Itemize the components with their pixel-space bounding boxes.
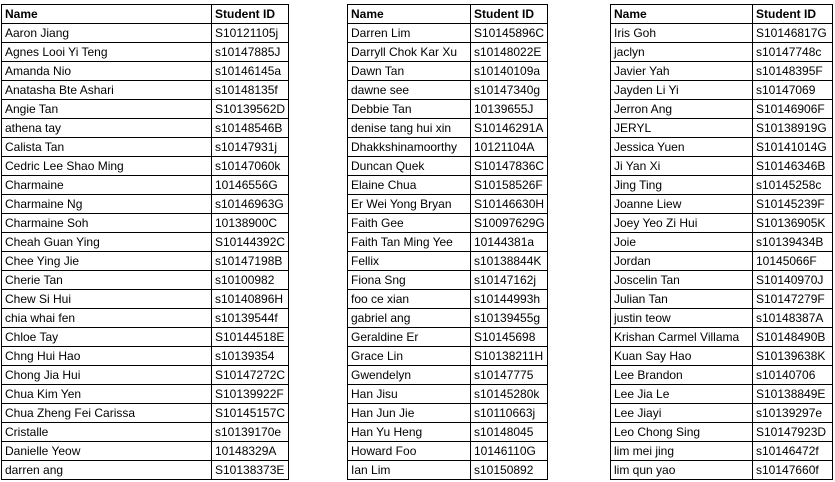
table-row	[611, 138, 833, 157]
name-cell[interactable]: Joscelin Tan	[611, 271, 753, 290]
table-row	[2, 328, 289, 347]
student-id-cell[interactable]: S10139562D	[212, 100, 289, 119]
student-id-cell[interactable]: s10148135f	[212, 81, 289, 100]
student-id-cell[interactable]: s10147660f	[753, 461, 833, 480]
name-cell[interactable]: Gwendelyn	[348, 366, 471, 385]
table-row	[348, 157, 548, 176]
student-id-cell[interactable]: s10147340g	[471, 81, 548, 100]
name-cell[interactable]: Fiona Sng	[348, 271, 471, 290]
student-id-cell[interactable]: s10147162j	[471, 271, 548, 290]
student-id-cell[interactable]: S10147836C	[471, 157, 548, 176]
name-cell[interactable]: Chee Ying Jie	[2, 252, 212, 271]
table-row	[348, 385, 548, 404]
column-header-student-id[interactable]: Student ID	[212, 5, 289, 24]
table-row	[2, 138, 289, 157]
student-id-cell[interactable]: s10139455g	[471, 309, 548, 328]
table-row	[348, 290, 548, 309]
student-id-cell[interactable]: S10145896C	[471, 24, 548, 43]
table-row	[611, 385, 833, 404]
student-id-cell[interactable]: s10147775	[471, 366, 548, 385]
name-cell[interactable]: Han Jun Jie	[348, 404, 471, 423]
name-cell[interactable]: Chng Hui Hao	[2, 347, 212, 366]
student-id-cell[interactable]: s10148022E	[471, 43, 548, 62]
student-id-cell[interactable]: S10146346B	[753, 157, 833, 176]
table-row	[611, 442, 833, 461]
student-table-2	[347, 4, 548, 480]
student-id-cell[interactable]: 10145066F	[753, 252, 833, 271]
name-cell[interactable]: Chong Jia Hui	[2, 366, 212, 385]
name-cell[interactable]: Krishan Carmel Villama	[611, 328, 753, 347]
name-cell[interactable]: Joey Yeo Zi Hui	[611, 214, 753, 233]
table-row	[348, 100, 548, 119]
student-id-cell[interactable]: s10148395F	[753, 62, 833, 81]
student-id-cell[interactable]: S10145698	[471, 328, 548, 347]
name-cell[interactable]: Darryll Chok Kar Xu	[348, 43, 471, 62]
name-cell[interactable]: Agnes Looi Yi Teng	[2, 43, 212, 62]
student-id-cell[interactable]: 10138900C	[212, 214, 289, 233]
table-row	[2, 366, 289, 385]
name-cell[interactable]: Iris Goh	[611, 24, 753, 43]
table-row	[2, 309, 289, 328]
table-row	[611, 404, 833, 423]
student-id-cell[interactable]: S10146291A	[471, 119, 548, 138]
name-cell[interactable]: Han Yu Heng	[348, 423, 471, 442]
name-cell[interactable]: Anatasha Bte Ashari	[2, 81, 212, 100]
student-id-cell[interactable]: S10147923D	[753, 423, 833, 442]
student-id-cell[interactable]: s10145280k	[471, 385, 548, 404]
name-cell[interactable]: Charmaine Soh	[2, 214, 212, 233]
name-cell[interactable]: Fellix	[348, 252, 471, 271]
table-row	[348, 195, 548, 214]
table-row	[611, 309, 833, 328]
name-cell[interactable]: Lee Jiayi	[611, 404, 753, 423]
column-header-name[interactable]: Name	[611, 5, 753, 24]
student-id-cell[interactable]: s10139297e	[753, 404, 833, 423]
name-cell[interactable]: Chua Kim Yen	[2, 385, 212, 404]
table-row	[611, 423, 833, 442]
student-id-cell[interactable]: 10144381a	[471, 233, 548, 252]
table-row	[2, 81, 289, 100]
student-id-cell[interactable]: S10144518E	[212, 328, 289, 347]
name-cell[interactable]: Lee Jia Le	[611, 385, 753, 404]
table-row	[348, 233, 548, 252]
table-row	[2, 252, 289, 271]
student-id-cell[interactable]: s10148387A	[753, 309, 833, 328]
name-cell[interactable]: Cheah Guan Ying	[2, 233, 212, 252]
name-cell[interactable]: Charmaine Ng	[2, 195, 212, 214]
name-cell[interactable]: Grace Lin	[348, 347, 471, 366]
table-row	[611, 62, 833, 81]
table-row	[348, 214, 548, 233]
header-row	[2, 5, 289, 24]
table-row	[2, 62, 289, 81]
table-row	[611, 195, 833, 214]
table-row	[348, 309, 548, 328]
table-row	[611, 252, 833, 271]
table-row	[348, 176, 548, 195]
student-id-cell[interactable]: 10139655J	[471, 100, 548, 119]
table-row	[611, 233, 833, 252]
student-id-cell[interactable]: S10158526F	[471, 176, 548, 195]
student-id-cell[interactable]: S10121105j	[212, 24, 289, 43]
name-cell[interactable]: Javier Yah	[611, 62, 753, 81]
name-cell[interactable]: Geraldine Er	[348, 328, 471, 347]
table-row	[348, 119, 548, 138]
table-row	[348, 252, 548, 271]
table-row	[348, 423, 548, 442]
name-cell[interactable]: darren ang	[2, 461, 212, 480]
table-row	[348, 138, 548, 157]
student-id-cell[interactable]: S10136905K	[753, 214, 833, 233]
name-cell[interactable]: Er Wei Yong Bryan	[348, 195, 471, 214]
name-cell[interactable]: Howard Foo	[348, 442, 471, 461]
student-id-cell[interactable]: s10147060k	[212, 157, 289, 176]
name-cell[interactable]: Jessica Yuen	[611, 138, 753, 157]
name-cell[interactable]: Julian Tan	[611, 290, 753, 309]
table-row	[348, 366, 548, 385]
table-row	[611, 176, 833, 195]
table-row	[2, 347, 289, 366]
student-id-cell[interactable]: s10147885J	[212, 43, 289, 62]
student-id-cell[interactable]: s10140109a	[471, 62, 548, 81]
table-row	[611, 461, 833, 480]
name-cell[interactable]: Jordan	[611, 252, 753, 271]
student-id-cell[interactable]: 10146110G	[471, 442, 548, 461]
name-cell[interactable]: Jayden Li Yi	[611, 81, 753, 100]
table-row	[2, 119, 289, 138]
student-table-3	[610, 4, 833, 480]
student-id-cell[interactable]: s10147069	[753, 81, 833, 100]
name-cell[interactable]: jaclyn	[611, 43, 753, 62]
name-cell[interactable]: dawne see	[348, 81, 471, 100]
table-row	[348, 442, 548, 461]
table-row	[611, 271, 833, 290]
table-row	[348, 62, 548, 81]
table-row	[611, 347, 833, 366]
student-id-cell[interactable]: s10139354	[212, 347, 289, 366]
student-id-cell[interactable]: S10138919G	[753, 119, 833, 138]
student-id-cell[interactable]: S10145157C	[212, 404, 289, 423]
student-id-cell[interactable]: S10138211H	[471, 347, 548, 366]
column-header-name[interactable]: Name	[2, 5, 212, 24]
name-cell[interactable]: Darren Lim	[348, 24, 471, 43]
table-row	[2, 271, 289, 290]
name-cell[interactable]: Cedric Lee Shao Ming	[2, 157, 212, 176]
table-row	[348, 328, 548, 347]
name-cell[interactable]: gabriel ang	[348, 309, 471, 328]
student-id-cell[interactable]: s10145258c	[753, 176, 833, 195]
name-cell[interactable]: Chew Si Hui	[2, 290, 212, 309]
name-cell[interactable]: Joie	[611, 233, 753, 252]
name-cell[interactable]: Kuan Say Hao	[611, 347, 753, 366]
header-row	[348, 5, 548, 24]
name-cell[interactable]: Duncan Quek	[348, 157, 471, 176]
student-id-cell[interactable]: S10140970J	[753, 271, 833, 290]
table-row	[348, 24, 548, 43]
student-id-cell[interactable]: 10146556G	[212, 176, 289, 195]
name-cell[interactable]: Joanne Liew	[611, 195, 753, 214]
student-id-cell[interactable]: S10146906F	[753, 100, 833, 119]
name-cell[interactable]: Dhakkshinamoorthy	[348, 138, 471, 157]
name-cell[interactable]: Cherie Tan	[2, 271, 212, 290]
student-id-cell[interactable]: s10138844K	[471, 252, 548, 271]
table-row	[611, 100, 833, 119]
table-row	[348, 43, 548, 62]
student-id-cell[interactable]: s10147748c	[753, 43, 833, 62]
table-row	[611, 290, 833, 309]
student-id-cell[interactable]: S10144392C	[212, 233, 289, 252]
table-row	[611, 328, 833, 347]
table-row	[348, 404, 548, 423]
name-cell[interactable]: Leo Chong Sing	[611, 423, 753, 442]
student-id-cell[interactable]: S10138849E	[753, 385, 833, 404]
table-row	[2, 195, 289, 214]
name-cell[interactable]: denise tang hui xin	[348, 119, 471, 138]
student-id-cell[interactable]: s10140706	[753, 366, 833, 385]
name-cell[interactable]: Chloe Tay	[2, 328, 212, 347]
table-row	[2, 176, 289, 195]
name-cell[interactable]: foo ce xian	[348, 290, 471, 309]
table-row	[2, 157, 289, 176]
name-cell[interactable]: Faith Gee	[348, 214, 471, 233]
student-id-cell[interactable]: S10147272C	[212, 366, 289, 385]
table-row	[348, 461, 548, 480]
student-id-cell[interactable]: S10145239F	[753, 195, 833, 214]
student-id-cell[interactable]: s10139434B	[753, 233, 833, 252]
table-row	[348, 81, 548, 100]
name-cell[interactable]: Debbie Tan	[348, 100, 471, 119]
table-row	[2, 43, 289, 62]
name-cell[interactable]: Calista Tan	[2, 138, 212, 157]
student-id-cell[interactable]: S10139638K	[753, 347, 833, 366]
name-cell[interactable]: Faith Tan Ming Yee	[348, 233, 471, 252]
student-id-cell[interactable]: S10138373E	[212, 461, 289, 480]
student-id-cell[interactable]: s10150892	[471, 461, 548, 480]
name-cell[interactable]: Dawn Tan	[348, 62, 471, 81]
table-row	[348, 271, 548, 290]
table-row	[611, 24, 833, 43]
table-row	[611, 366, 833, 385]
student-id-cell[interactable]: s10140896H	[212, 290, 289, 309]
name-cell[interactable]: lim mei jing	[611, 442, 753, 461]
student-id-cell[interactable]: s10110663j	[471, 404, 548, 423]
table-row	[2, 442, 289, 461]
table-row	[611, 81, 833, 100]
name-cell[interactable]: Ji Yan Xi	[611, 157, 753, 176]
column-header-student-id[interactable]: Student ID	[753, 5, 833, 24]
student-id-cell[interactable]: s10146963G	[212, 195, 289, 214]
table-row	[2, 404, 289, 423]
table-row	[2, 24, 289, 43]
student-id-cell[interactable]: s10139544f	[212, 309, 289, 328]
column-header-name[interactable]: Name	[348, 5, 471, 24]
student-id-cell[interactable]: S10139922F	[212, 385, 289, 404]
student-id-cell[interactable]: S10146817G	[753, 24, 833, 43]
student-id-cell[interactable]: s10148045	[471, 423, 548, 442]
student-id-cell[interactable]: s10146472f	[753, 442, 833, 461]
table-row	[2, 214, 289, 233]
table-row	[611, 43, 833, 62]
name-cell[interactable]: Lee Brandon	[611, 366, 753, 385]
table-row	[348, 347, 548, 366]
student-id-cell[interactable]: s10148546B	[212, 119, 289, 138]
table-row	[611, 214, 833, 233]
student-id-cell[interactable]: S10148490B	[753, 328, 833, 347]
name-cell[interactable]: Jing Ting	[611, 176, 753, 195]
name-cell[interactable]: Aaron Jiang	[2, 24, 212, 43]
name-cell[interactable]: Han Jisu	[348, 385, 471, 404]
student-id-cell[interactable]: 10121104A	[471, 138, 548, 157]
student-id-cell[interactable]: S10147279F	[753, 290, 833, 309]
table-row	[2, 233, 289, 252]
student-id-cell[interactable]: S10146630H	[471, 195, 548, 214]
name-cell[interactable]: Ian Lim	[348, 461, 471, 480]
name-cell[interactable]: Amanda Nio	[2, 62, 212, 81]
name-cell[interactable]: Chua Zheng Fei Carissa	[2, 404, 212, 423]
column-header-student-id[interactable]: Student ID	[471, 5, 548, 24]
table-row	[2, 461, 289, 480]
student-id-cell[interactable]: s10100982	[212, 271, 289, 290]
table-row	[611, 157, 833, 176]
student-id-cell[interactable]: s10144993h	[471, 290, 548, 309]
name-cell[interactable]: lim qun yao	[611, 461, 753, 480]
name-cell[interactable]: JERYL	[611, 119, 753, 138]
name-cell[interactable]: Charmaine	[2, 176, 212, 195]
student-id-cell[interactable]: 10148329A	[212, 442, 289, 461]
name-cell[interactable]: Cristalle	[2, 423, 212, 442]
name-cell[interactable]: athena tay	[2, 119, 212, 138]
student-id-cell[interactable]: S10097629G	[471, 214, 548, 233]
student-id-cell[interactable]: s10147198B	[212, 252, 289, 271]
student-id-cell[interactable]: S10141014G	[753, 138, 833, 157]
name-cell[interactable]: Elaine Chua	[348, 176, 471, 195]
name-cell[interactable]: Jerron Ang	[611, 100, 753, 119]
name-cell[interactable]: justin teow	[611, 309, 753, 328]
table-row	[2, 385, 289, 404]
student-id-cell[interactable]: s10147931j	[212, 138, 289, 157]
student-id-cell[interactable]: s10139170e	[212, 423, 289, 442]
name-cell[interactable]: chia whai fen	[2, 309, 212, 328]
name-cell[interactable]: Angie Tan	[2, 100, 212, 119]
name-cell[interactable]: Danielle Yeow	[2, 442, 212, 461]
header-row	[611, 5, 833, 24]
student-id-cell[interactable]: s10146145a	[212, 62, 289, 81]
table-row	[2, 290, 289, 309]
table-row	[2, 100, 289, 119]
table-row	[2, 423, 289, 442]
table-row	[611, 119, 833, 138]
student-table-1	[1, 4, 289, 480]
